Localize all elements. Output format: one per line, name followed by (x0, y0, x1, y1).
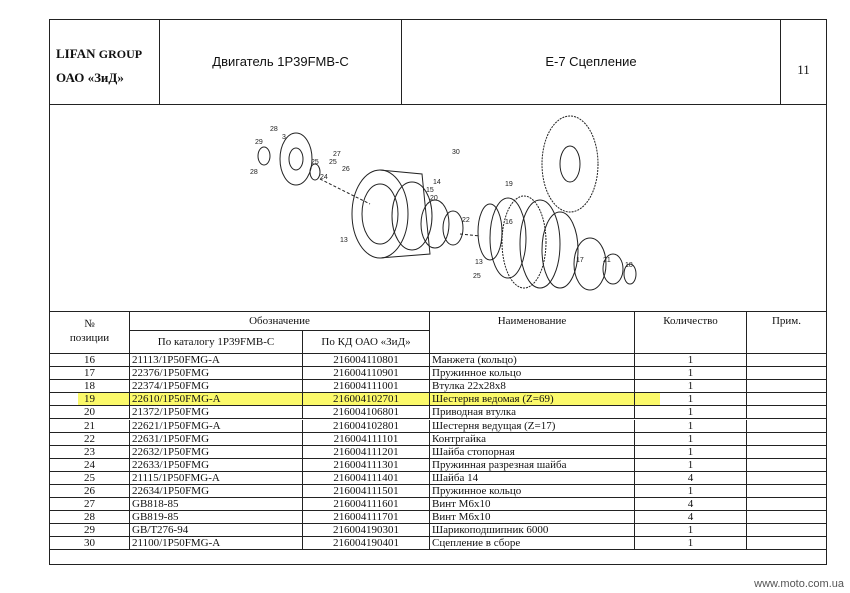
table-row (50, 446, 826, 459)
cell-catalog: 22374/1P50FMG (130, 380, 303, 393)
cell-catalog: 22376/1P50FMG (130, 367, 303, 380)
cell-note (747, 420, 826, 433)
cell-name: Шайба 14 (430, 472, 635, 485)
cell-kd: 216004111001 (303, 380, 430, 393)
cell-kd: 216004111101 (303, 433, 430, 446)
svg-text:20: 20 (430, 195, 438, 202)
cell-qty: 4 (635, 511, 747, 524)
cell-name: Приводная втулка (430, 406, 635, 419)
table-row (50, 524, 826, 537)
svg-text:16: 16 (505, 219, 513, 226)
cell-pos: 19 (50, 393, 130, 406)
cell-catalog: GB/T276-94 (130, 524, 303, 537)
cell-kd: 216004111401 (303, 472, 430, 485)
cell-qty: 1 (635, 354, 747, 367)
cell-catalog: 21100/1P50FMG-A (130, 537, 303, 550)
svg-text:17: 17 (576, 257, 584, 264)
cell-qty: 1 (635, 367, 747, 380)
svg-text:15: 15 (426, 187, 434, 194)
col-catalog: По каталогу 1P39FMB-C (130, 331, 303, 354)
cell-note (747, 472, 826, 485)
cell-note (747, 380, 826, 393)
cell-name: Пружинная разрезная шайба (430, 459, 635, 472)
cell-catalog: 22631/1P50FMG (130, 433, 303, 446)
table-row (50, 498, 826, 511)
exploded-diagram (50, 104, 826, 312)
watermark: www.moto.com.ua (754, 578, 844, 590)
cell-qty: 1 (635, 459, 747, 472)
cell-pos: 29 (50, 524, 130, 537)
cell-qty: 4 (635, 498, 747, 511)
col-position (50, 311, 130, 354)
cell-pos: 21 (50, 420, 130, 433)
table-row (50, 485, 826, 498)
cell-note (747, 446, 826, 459)
svg-text:13: 13 (475, 259, 483, 266)
cell-name: Винт М6x10 (430, 511, 635, 524)
cell-kd: 216004190301 (303, 524, 430, 537)
svg-text:22: 22 (462, 217, 470, 224)
cell-name: Шестерня ведущая (Z=17) (430, 420, 635, 433)
svg-text:29: 29 (255, 139, 263, 146)
cell-kd: 216004102701 (303, 393, 430, 406)
svg-text:14: 14 (433, 179, 441, 186)
cell-pos: 26 (50, 485, 130, 498)
cell-catalog: GB818-85 (130, 498, 303, 511)
parts-sheet (49, 19, 827, 565)
cell-catalog: 22632/1P50FMG (130, 446, 303, 459)
svg-text:3: 3 (282, 134, 286, 141)
brand-logo (56, 42, 142, 90)
cell-qty: 1 (635, 537, 747, 550)
svg-text:27: 27 (333, 151, 341, 158)
cell-note (747, 459, 826, 472)
cell-qty: 1 (635, 446, 747, 459)
cell-kd: 216004106801 (303, 406, 430, 419)
col-kd: По КД ОАО «ЗиД» (303, 331, 430, 354)
cell-catalog: GB819-85 (130, 511, 303, 524)
cell-kd: 216004111501 (303, 485, 430, 498)
cell-qty: 1 (635, 433, 747, 446)
section-cell (402, 20, 781, 104)
cell-qty: 1 (635, 485, 747, 498)
cell-catalog: 21372/1P50FMG (130, 406, 303, 419)
sheet-header (50, 20, 826, 105)
cell-kd: 216004111701 (303, 511, 430, 524)
cell-note (747, 354, 826, 367)
svg-text:24: 24 (320, 174, 328, 181)
cell-qty: 1 (635, 524, 747, 537)
cell-name: Втулка 22x28x8 (430, 380, 635, 393)
cell-catalog: 22634/1P50FMG (130, 485, 303, 498)
cell-name: Шайба стопорная (430, 446, 635, 459)
col-position-label1: № (84, 318, 95, 330)
cell-kd: 216004110901 (303, 367, 430, 380)
table-row (50, 433, 826, 446)
cell-pos: 18 (50, 380, 130, 393)
cell-pos: 28 (50, 511, 130, 524)
cell-qty: 1 (635, 380, 747, 393)
table-row (50, 354, 826, 367)
cell-qty: 1 (635, 420, 747, 433)
cell-note (747, 537, 826, 550)
cell-pos: 30 (50, 537, 130, 550)
cell-catalog: 21113/1P50FMG-A (130, 354, 303, 367)
clutch-housing-drawing (352, 170, 408, 258)
clutch-exploded-drawing (50, 104, 826, 311)
col-note: Прим. (747, 311, 826, 354)
brand-company: ОАО «ЗиД» (56, 70, 124, 85)
cell-name: Винт М6x10 (430, 498, 635, 511)
svg-text:19: 19 (505, 181, 513, 188)
cell-name: Шарикоподшипник 6000 (430, 524, 635, 537)
cell-note (747, 367, 826, 380)
col-designation: Обозначение (130, 311, 430, 331)
cell-pos: 16 (50, 354, 130, 367)
svg-text:18: 18 (625, 262, 633, 269)
table-row (50, 472, 826, 485)
svg-text:25: 25 (473, 273, 481, 280)
cell-kd: 216004111601 (303, 498, 430, 511)
cell-pos: 24 (50, 459, 130, 472)
col-quantity: Количество (635, 311, 747, 354)
svg-text:26: 26 (342, 166, 350, 173)
table-header (50, 311, 826, 354)
cell-name: Пружинное кольцо (430, 485, 635, 498)
engine-title: Двигатель 1P39FMB-C (212, 54, 349, 69)
cell-pos: 17 (50, 367, 130, 380)
cell-pos: 23 (50, 446, 130, 459)
cell-kd: 216004190401 (303, 537, 430, 550)
cell-pos: 20 (50, 406, 130, 419)
cell-note (747, 433, 826, 446)
section-title: E-7 Сцепление (545, 54, 637, 69)
cell-pos: 25 (50, 472, 130, 485)
cell-name: Пружинное кольцо (430, 367, 635, 380)
cell-kd: 216004111201 (303, 446, 430, 459)
cell-pos: 22 (50, 433, 130, 446)
svg-text:13: 13 (340, 237, 348, 244)
col-name: Наименование (430, 311, 635, 354)
svg-text:21: 21 (603, 257, 611, 264)
callout-28: 28 (270, 126, 278, 133)
brand-group: GROUP (98, 47, 143, 61)
cell-catalog: 21115/1P50FMG-A (130, 472, 303, 485)
col-position-label2: позиции (69, 332, 110, 344)
page-number: 11 (797, 62, 810, 77)
cell-note (747, 511, 826, 524)
svg-text:25: 25 (311, 159, 319, 166)
cell-qty: 1 (635, 393, 747, 406)
table-row (50, 537, 826, 550)
table-row (50, 459, 826, 472)
cell-kd: 216004102801 (303, 420, 430, 433)
table-row (50, 380, 826, 393)
svg-text:28: 28 (250, 169, 258, 176)
cell-kd: 216004110801 (303, 354, 430, 367)
brand-name: LIFAN (56, 46, 96, 61)
cell-name: Сцепление в сборе (430, 537, 635, 550)
cell-catalog: 22633/1P50FMG (130, 459, 303, 472)
cell-qty: 4 (635, 472, 747, 485)
cell-kd: 216004111301 (303, 459, 430, 472)
cell-note (747, 406, 826, 419)
table-row (50, 511, 826, 524)
cell-pos: 27 (50, 498, 130, 511)
cell-note (747, 524, 826, 537)
brand-cell (50, 20, 160, 104)
cell-catalog: 22610/1P50FMG-A (130, 393, 303, 406)
svg-text:25: 25 (329, 159, 337, 166)
cell-note (747, 393, 826, 406)
engine-cell (160, 20, 402, 104)
cell-name: Шестерня ведомая (Z=69) (430, 393, 635, 406)
cell-qty: 1 (635, 406, 747, 419)
cell-catalog: 22621/1P50FMG-A (130, 420, 303, 433)
cell-name: Манжета (кольцо) (430, 354, 635, 367)
table-row (50, 367, 826, 380)
page-number-cell (781, 20, 826, 104)
cell-name: Контргайка (430, 433, 635, 446)
table-row (50, 406, 826, 419)
table-row (50, 420, 826, 433)
svg-text:30: 30 (452, 149, 460, 156)
cell-note (747, 485, 826, 498)
cell-note (747, 498, 826, 511)
table-row (50, 393, 826, 406)
driven-gear-drawing (542, 116, 598, 212)
